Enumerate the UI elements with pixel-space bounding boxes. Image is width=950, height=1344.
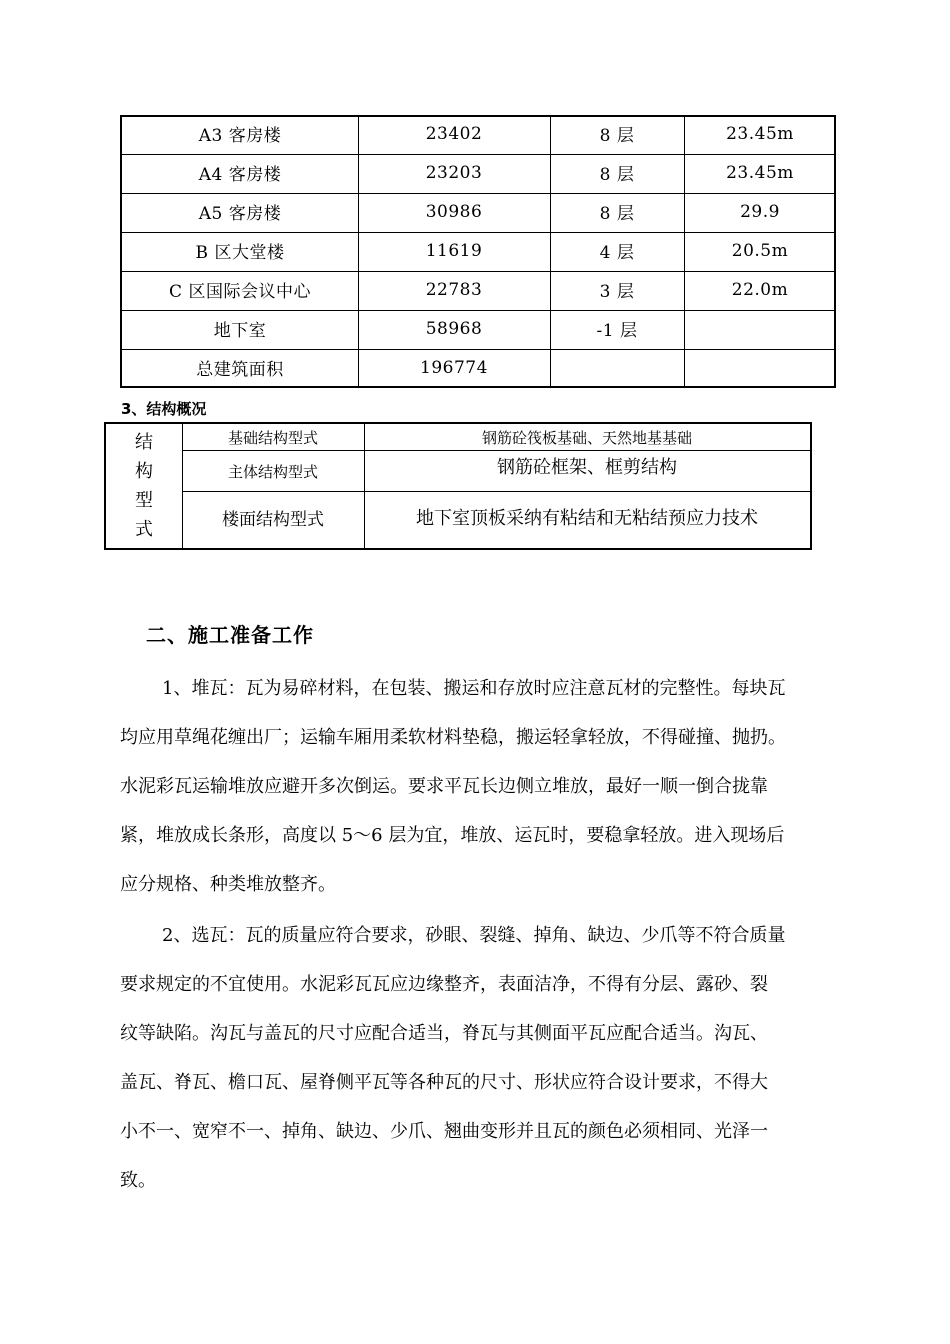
table-row <box>122 348 834 387</box>
structure-label: 主体结构型式 <box>227 462 318 481</box>
building-area: 58968 <box>425 318 483 339</box>
structure-value: 钢筋砼框架、框剪结构 <box>497 457 677 478</box>
building-height: 22.0m <box>731 279 789 300</box>
building-floors: 8 层 <box>599 204 635 224</box>
building-area: 30986 <box>425 201 483 222</box>
text-line: 应分规格、种类堆放整齐。 <box>120 874 336 895</box>
text-line: 1、堆瓦：瓦为易碎材料，在包装、搬运和存放时应注意瓦材的完整性。每块瓦 <box>162 678 786 699</box>
building-area: 23402 <box>425 123 483 144</box>
building-area: 23203 <box>425 162 483 183</box>
building-floors: 8 层 <box>599 165 635 185</box>
text-line: 均应用草绳花缠出厂；运输车厢用柔软材料垫稳，搬运轻拿轻放，不得碰撞、抛扔。 <box>120 727 786 748</box>
building-name: A3 客房楼 <box>198 126 282 146</box>
building-height <box>684 309 836 348</box>
building-height <box>684 348 836 387</box>
text-line: 致。 <box>120 1170 156 1191</box>
building-floors: 3 层 <box>599 282 635 302</box>
section-title: 3、结构概况 <box>121 400 207 418</box>
building-height: 23.45m <box>726 123 794 144</box>
text-line: 水泥彩瓦运输堆放应避开多次倒运。要求平瓦长边侧立堆放，最好一顺一倒合拢靠 <box>120 776 768 797</box>
building-floors <box>550 348 684 387</box>
building-name: C 区国际会议中心 <box>169 282 311 302</box>
table-row <box>122 114 834 153</box>
text-line: 紧，堆放成长条形，高度以 5～6 层为宜，堆放、运瓦时，要稳拿轻放。进入现场后 <box>120 825 785 846</box>
structure-label: 楼面结构型式 <box>222 509 324 530</box>
section-heading: 二、施工准备工作 <box>146 623 314 647</box>
building-name: A4 客房楼 <box>198 165 282 185</box>
structure-category-label: 结 构 型 式 <box>135 432 153 540</box>
building-name: A5 客房楼 <box>198 204 282 224</box>
building-area: 22783 <box>425 279 483 300</box>
building-name: B 区大堂楼 <box>195 243 285 263</box>
building-height: 29.9 <box>740 201 780 222</box>
building-floors: 4 层 <box>599 243 635 263</box>
table-row <box>122 192 834 231</box>
structure-value: 地下室顶板采纳有粘结和无粘结预应力技术 <box>416 508 758 529</box>
table-row <box>122 153 834 192</box>
building-area: 196774 <box>420 357 488 378</box>
building-floors: -1 层 <box>596 321 638 341</box>
text-line: 小不一、宽窄不一、掉角、缺边、少爪、翘曲变形并且瓦的颜色必须相同、光泽一 <box>120 1121 768 1142</box>
structure-label: 基础结构型式 <box>227 428 318 447</box>
structure-value: 钢筋砼筏板基础、天然地基基础 <box>481 428 692 447</box>
paragraph-selecting-tiles <box>120 911 840 1205</box>
table-row <box>122 270 834 309</box>
paragraph-stacking-tiles <box>120 664 840 909</box>
building-area: 11619 <box>425 240 483 261</box>
table-row <box>122 231 834 270</box>
building-height: 23.45m <box>726 162 794 183</box>
text-line: 2、选瓦：瓦的质量应符合要求，砂眼、裂缝、掉角、缺边、少爪等不符合质量 <box>162 925 786 946</box>
building-floors: 8 层 <box>599 126 635 146</box>
building-area-table <box>120 115 836 388</box>
table-row <box>122 309 834 348</box>
building-height: 20.5m <box>731 240 789 261</box>
building-name: 总建筑面积 <box>196 360 284 380</box>
structure-table <box>104 422 812 550</box>
text-line: 纹等缺陷。沟瓦与盖瓦的尺寸应配合适当，脊瓦与其侧面平瓦应配合适当。沟瓦、 <box>120 1023 768 1044</box>
text-line: 盖瓦、脊瓦、檐口瓦、屋脊侧平瓦等各种瓦的尺寸、形状应符合设计要求，不得大 <box>120 1072 768 1093</box>
building-name: 地下室 <box>213 321 267 341</box>
text-line: 要求规定的不宜使用。水泥彩瓦瓦应边缘整齐，表面洁净，不得有分层、露砂、裂 <box>120 974 768 995</box>
